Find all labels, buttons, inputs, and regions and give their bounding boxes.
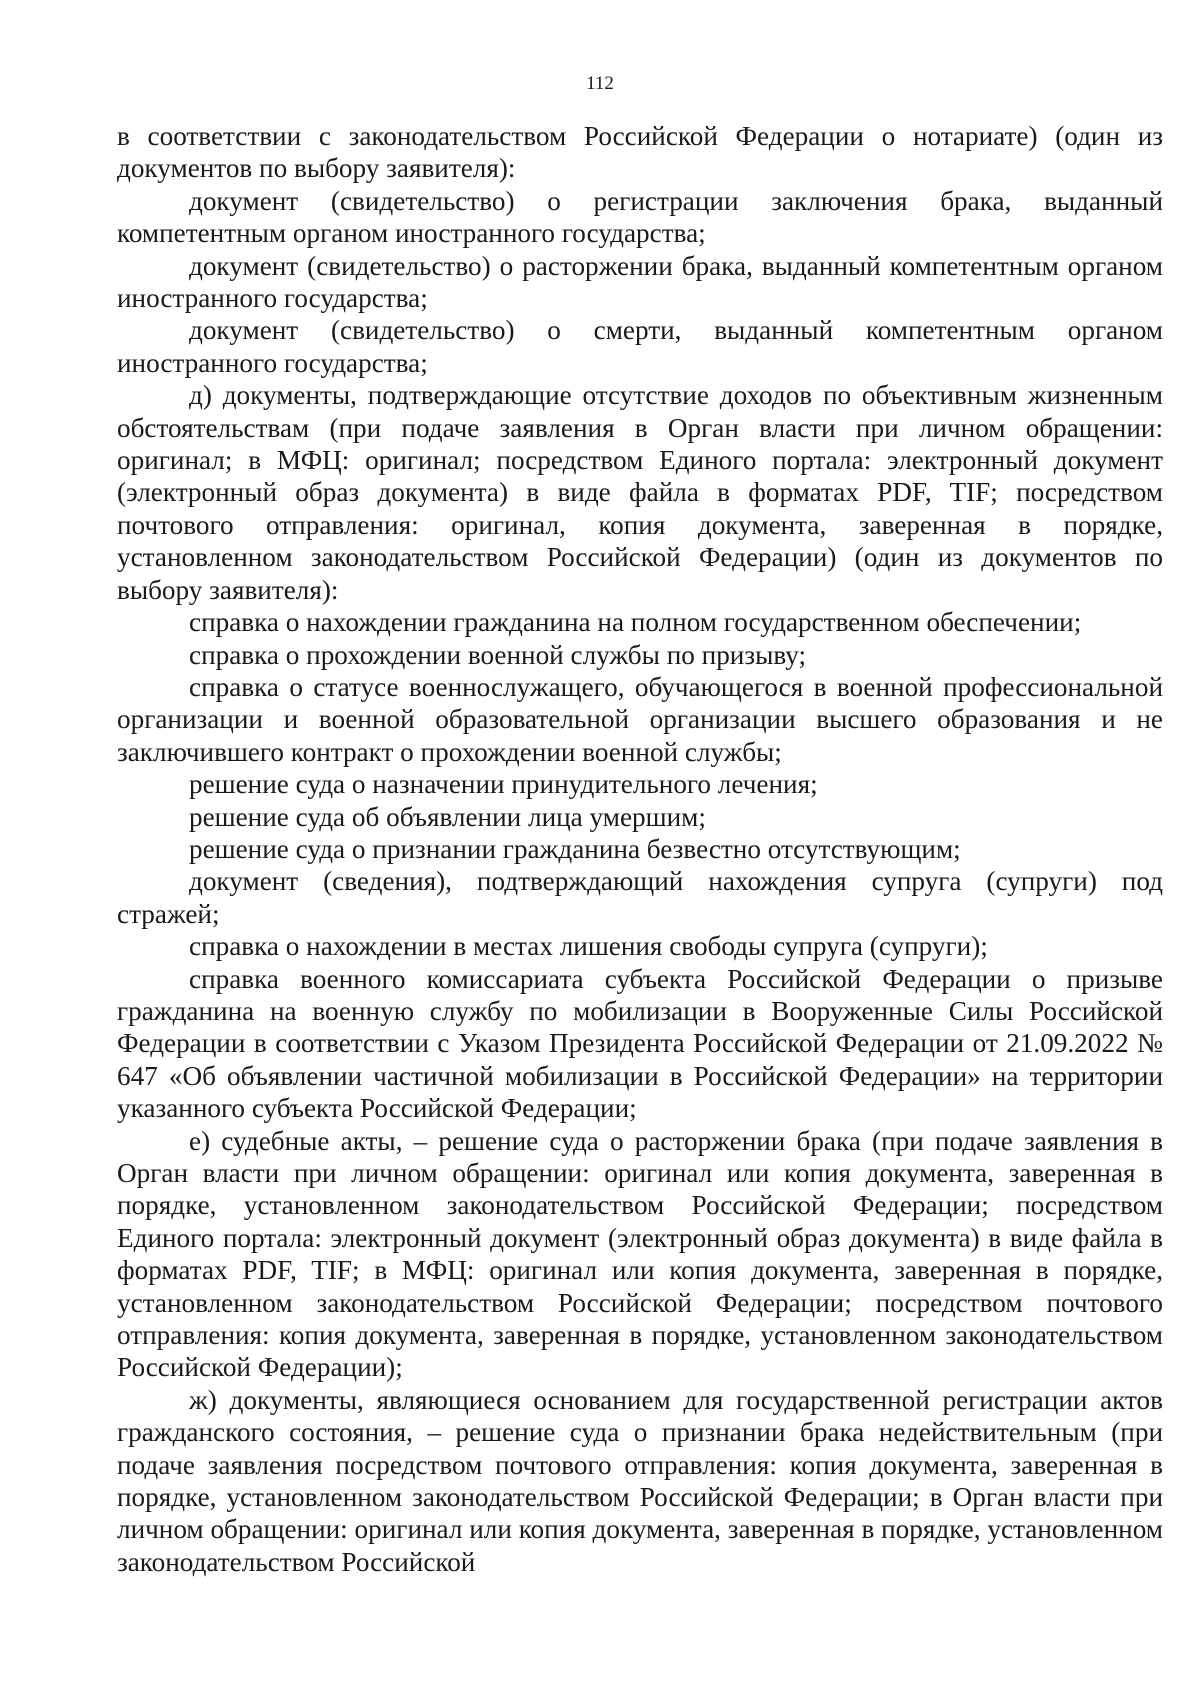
paragraph: е) судебные акты, – решение суда о расторжении брака (при подаче заявления в Орган власти при личном обращении: оригинал или копия документа, заверенная в порядке, установленном законодательством Российской Федерации; посредством Единого портала: электронный документ (электронный образ документа) в виде файла в форматах PDF, TIF; в МФЦ: оригинал или копия документа, заверенная в порядке, установленном законодательством Российской Федерации; посредством почтового отправления: копия документа, заверенная в порядке, установленном законодательством Российской Федерации);	[117, 1125, 1163, 1383]
paragraph: документ (свидетельство) о смерти, выданный компетентным органом иностранного государства;	[117, 315, 1163, 378]
document-body	[117, 120, 1163, 1578]
paragraph: документ (сведения), подтверждающий нахождения супруга (супруги) под стражей;	[117, 866, 1163, 929]
paragraph: решение суда об объявлении лица умершим;	[189, 801, 706, 832]
paragraph: решение суда о признании гражданина безвестно отсутствующим;	[189, 833, 961, 864]
paragraph: справка о прохождении военной службы по призыву;	[189, 639, 807, 670]
paragraph: справка военного комиссариата субъекта Российской Федерации о призыве гражданина на военную службу по мобилизации в Вооруженные Силы Российской Федерации в соответствии с Указом Президента Российской Федерации от 21.09.2022 № 647 «Об объявлении частичной мобилизации в Российской Федерации» на территории указанного субъекта Российской Федерации;	[117, 963, 1163, 1124]
paragraph: документ (свидетельство) о регистрации заключения брака, выданный компетентным органом иностранного государства;	[117, 185, 1163, 249]
paragraph: справка о нахождении гражданина на полном государственном обеспечении;	[189, 607, 1082, 638]
paragraph: справка о нахождении в местах лишения свободы супруга (супруги);	[189, 931, 988, 962]
paragraph: документ (свидетельство) о расторжении брака, выданный компетентным органом иностранного государства;	[117, 250, 1163, 314]
paragraph: справка о статусе военнослужащего, обучающегося в военной профессиональной организации и военной образовательной организации высшего образования и не заключившего контракт о прохождении военной службы;	[117, 671, 1163, 767]
paragraph: д) документы, подтверждающие отсутствие доходов по объективным жизненным обстоятельствам (при подаче заявления в Орган власти при личном обращении: оригинал; в МФЦ: оригинал; посредством Единого портала: электронный документ (электронный образ документа) в виде файла в форматах PDF, TIF; посредством почтового отправления: оригинал, копия документа, заверенная в порядке, установленном законодательством Российской Федерации) (один из документов по выбору заявителя):	[117, 380, 1163, 605]
paragraph: в соответствии с законодательством Российской Федерации о нотариате) (один из документов по выбору заявителя):	[117, 121, 1163, 184]
page-number: 112	[586, 73, 614, 94]
paragraph: решение суда о назначении принудительного лечения;	[189, 769, 818, 800]
paragraph: ж) документы, являющиеся основанием для государственной регистрации актов гражданского состояния, – решение суда о признании брака недействительным (при подаче заявления посредством почтового отправления: копия документа, заверенная в порядке, установленном законодательством Российской Федерации; в Орган власти при личном обращении: оригинал или копия документа, заверенная в порядке, установленном законодательством Российской	[117, 1384, 1163, 1577]
